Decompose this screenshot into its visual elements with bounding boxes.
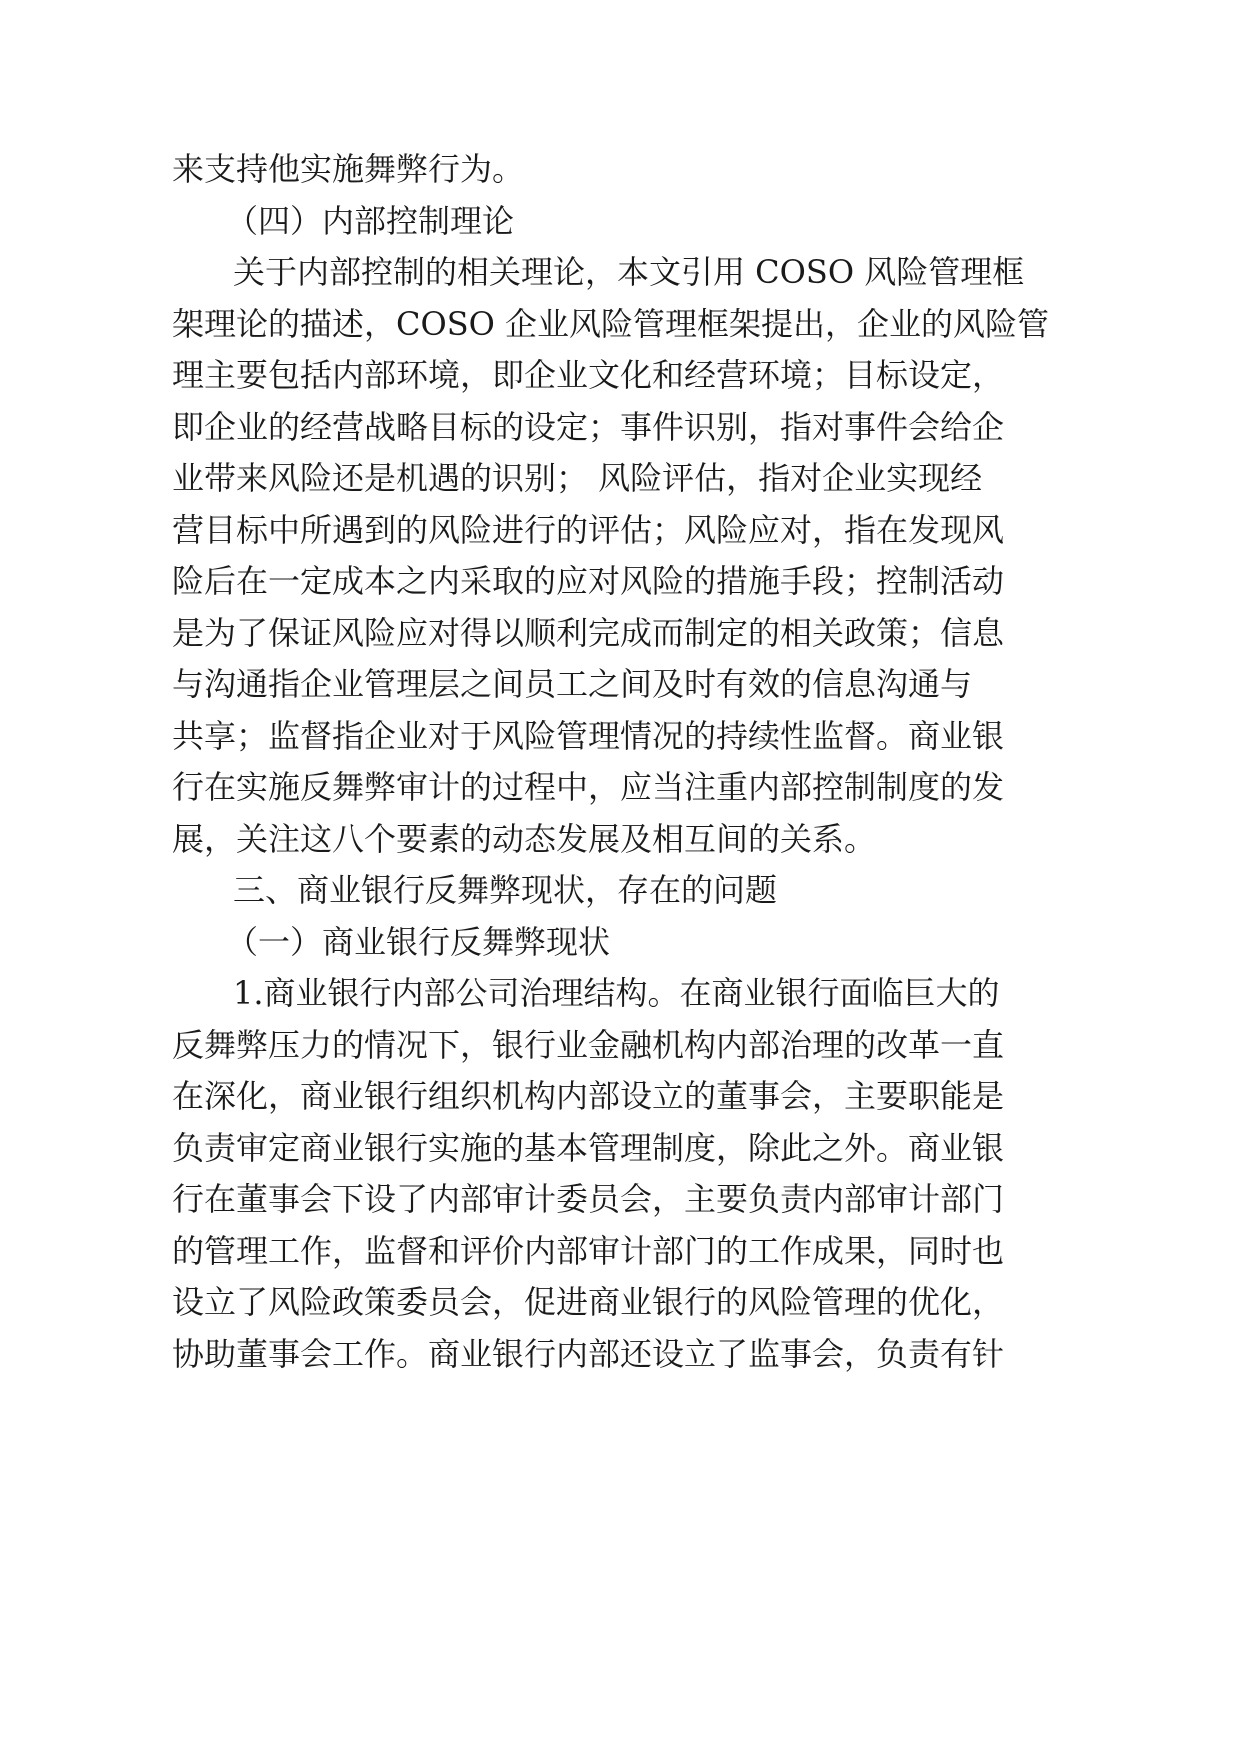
text-line: 行在董事会下设了内部审计委员会，主要负责内部审计部门 <box>172 1180 1005 1218</box>
text-line: 负责审定商业银行实施的基本管理制度，除此之外。商业银 <box>172 1129 1005 1167</box>
text-line: 来支持他实施舞弊行为。 <box>172 150 525 188</box>
text-line: 的管理工作，监督和评价内部审计部门的工作成果，同时也 <box>172 1232 1005 1270</box>
section-heading: （一）商业银行反舞弊现状 <box>226 923 611 961</box>
text-line: 反舞弊压力的情况下，银行业金融机构内部治理的改革一直 <box>172 1026 1005 1064</box>
text-line: 架理论的描述，COSO 企业风险管理框架提出，企业的风险管 <box>172 305 1050 343</box>
text-line: 即企业的经营战略目标的设定；事件识别，指对事件会给企 <box>172 408 1005 446</box>
text-line: 关于内部控制的相关理论，本文引用 COSO 风险管理框 <box>233 253 1025 291</box>
text-line: 理主要包括内部环境，即企业文化和经营环境；目标设定， <box>172 356 1005 394</box>
text-line: 险后在一定成本之内采取的应对风险的措施手段；控制活动 <box>172 562 1005 600</box>
text-line: 是为了保证风险应对得以顺利完成而制定的相关政策；信息 <box>172 614 1005 652</box>
text-line: 行在实施反舞弊审计的过程中，应当注重内部控制制度的发 <box>172 768 1005 806</box>
text-line: 共享；监督指企业对于风险管理情况的持续性监督。商业银 <box>172 717 1005 755</box>
section-heading: 三、商业银行反舞弊现状，存在的问题 <box>233 871 778 909</box>
text-line: 营目标中所遇到的风险进行的评估；风险应对，指在发现风 <box>172 511 1005 549</box>
text-line: 展，关注这八个要素的动态发展及相互间的关系。 <box>172 820 877 858</box>
text-line: 与沟通指企业管理层之间员工之间及时有效的信息沟通与 <box>172 665 973 703</box>
text-line: 协助董事会工作。商业银行内部还设立了监事会，负责有针 <box>172 1335 1005 1373</box>
text-line: 业带来风险还是机遇的识别； 风险评估，指对企业实现经 <box>172 459 983 497</box>
text-line: 1.商业银行内部公司治理结构。在商业银行面临巨大的 <box>233 974 1000 1012</box>
section-heading: （四）内部控制理论 <box>226 202 515 240</box>
text-line: 设立了风险政策委员会，促进商业银行的风险管理的优化， <box>172 1283 1005 1321</box>
text-line: 在深化，商业银行组织机构内部设立的董事会，主要职能是 <box>172 1077 1005 1115</box>
